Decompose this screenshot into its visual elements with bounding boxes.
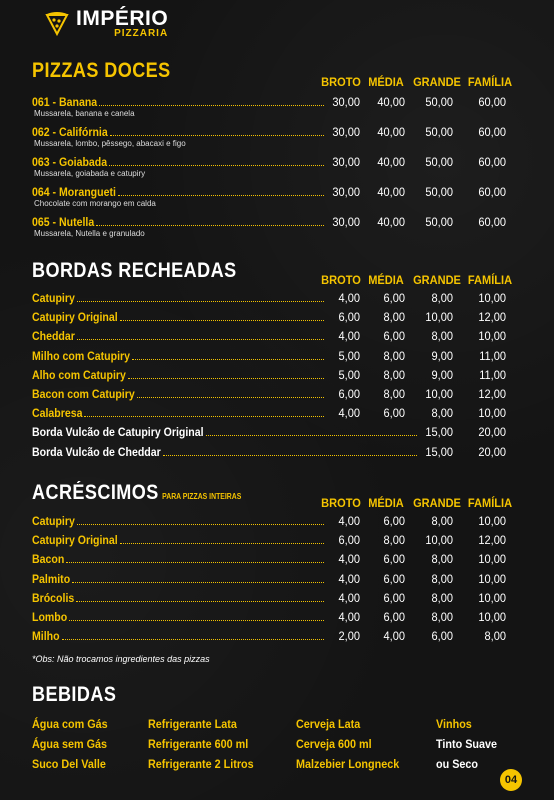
drink-item: Vinhos xyxy=(436,717,472,731)
drink-item: ou Seco xyxy=(436,757,479,771)
item-price: 6,00 xyxy=(431,629,453,644)
item-price: 60,00 xyxy=(478,215,506,229)
leader-dots xyxy=(72,582,324,583)
leader-dots xyxy=(96,225,324,226)
item-price: 8,00 xyxy=(383,310,405,325)
drink-item: Tinto Suave xyxy=(436,737,498,751)
item-price: 8,00 xyxy=(383,533,405,548)
item-name: Catupiry Original xyxy=(32,533,118,548)
item-price: 5,00 xyxy=(338,348,360,363)
acrescimos-note: PARA PIZZAS INTEIRAS xyxy=(162,492,242,501)
drink-item: Cerveja Lata xyxy=(296,717,361,731)
leader-dots xyxy=(62,639,324,640)
item-price: 4,00 xyxy=(383,629,405,644)
item-name: Brócolis xyxy=(32,590,75,605)
item-price: 12,00 xyxy=(478,533,506,548)
column-header-doces-2: GRANDE xyxy=(413,75,461,89)
item-price: 50,00 xyxy=(425,185,453,199)
leader-dots xyxy=(128,378,324,379)
section-title-pizzas-doces: PIZZAS DOCES xyxy=(32,59,171,82)
item-price: 10,00 xyxy=(478,552,506,567)
drinks-col-beer xyxy=(296,714,411,774)
leader-dots xyxy=(69,620,324,621)
item-price: 4,00 xyxy=(338,291,360,305)
item-price: 6,00 xyxy=(383,514,405,528)
item-price: 40,00 xyxy=(377,95,405,109)
menu-row xyxy=(32,572,512,590)
item-price: 8,00 xyxy=(431,610,453,624)
column-header-acrescimos-1: MÉDIA xyxy=(368,496,404,510)
menu-row xyxy=(32,406,512,424)
item-price: 8,00 xyxy=(431,571,453,586)
item-price: 10,00 xyxy=(478,291,506,305)
item-price: 50,00 xyxy=(425,215,453,229)
item-price: 20,00 xyxy=(478,444,506,459)
item-price: 10,00 xyxy=(425,310,453,325)
item-price: 50,00 xyxy=(425,155,453,169)
item-name: Bacon xyxy=(32,552,65,567)
item-price: 40,00 xyxy=(377,155,405,169)
item-price: 11,00 xyxy=(479,348,506,363)
menu-row xyxy=(32,215,512,238)
item-price: 15,00 xyxy=(425,425,453,440)
leader-dots xyxy=(77,339,324,340)
drink-item: Refrigerante Lata xyxy=(148,717,237,731)
item-name: Bacon com Catupiry xyxy=(32,387,135,401)
item-price: 8,00 xyxy=(383,367,405,382)
menu-row xyxy=(32,368,512,386)
menu-row xyxy=(32,514,512,532)
item-name: Palmito xyxy=(32,571,71,586)
item-description: Mussarela, goiabada e catupiry xyxy=(34,169,146,178)
item-name: 065 - Nutella xyxy=(32,215,95,229)
item-description: Mussarela, banana e canela xyxy=(34,109,135,118)
menu-row xyxy=(32,349,512,367)
item-price: 4,00 xyxy=(338,329,360,344)
item-price: 8,00 xyxy=(431,514,453,528)
item-price: 10,00 xyxy=(478,571,506,586)
brand-name: IMPÉRIO xyxy=(76,7,169,30)
item-price: 12,00 xyxy=(478,387,506,401)
item-price: 4,00 xyxy=(338,514,360,528)
leader-dots xyxy=(132,359,324,360)
leader-dots xyxy=(120,320,324,321)
item-price: 8,00 xyxy=(383,387,405,401)
column-header-acrescimos-2: GRANDE xyxy=(413,496,461,510)
item-price: 8,00 xyxy=(431,329,453,344)
item-name: Catupiry xyxy=(32,291,75,305)
drink-item: Malzebier Longneck xyxy=(296,757,400,771)
item-price: 6,00 xyxy=(338,310,360,325)
leader-dots xyxy=(206,435,417,436)
drink-item: Cerveja 600 ml xyxy=(296,737,372,751)
item-price: 30,00 xyxy=(332,125,360,139)
column-header-acrescimos-3: FAMÍLIA xyxy=(467,496,513,510)
column-header-bordas-1: MÉDIA xyxy=(368,273,404,287)
column-header-doces-0: BROTO xyxy=(321,75,361,89)
item-price: 9,00 xyxy=(431,367,453,382)
item-price: 30,00 xyxy=(332,95,360,109)
item-price: 8,00 xyxy=(431,552,453,567)
item-price: 6,00 xyxy=(383,610,405,624)
item-price: 6,00 xyxy=(338,387,360,401)
drink-item: Refrigerante 2 Litros xyxy=(148,757,254,771)
column-header-bordas-3: FAMÍLIA xyxy=(467,273,513,287)
section-title-acrescimos: ACRÉSCIMOS PARA PIZZAS INTEIRAS xyxy=(32,481,242,504)
item-price: 30,00 xyxy=(332,185,360,199)
item-price: 6,00 xyxy=(338,533,360,548)
menu-row xyxy=(32,533,512,551)
item-name: Catupiry xyxy=(32,514,75,528)
item-price: 4,00 xyxy=(338,552,360,567)
item-price: 6,00 xyxy=(383,590,405,605)
item-price: 6,00 xyxy=(383,406,405,421)
item-price: 6,00 xyxy=(383,329,405,344)
pizza-slice-icon xyxy=(44,11,70,37)
drinks-col-soda xyxy=(148,714,265,774)
item-price: 50,00 xyxy=(425,95,453,109)
leader-dots xyxy=(109,165,324,166)
brand-subtitle: PIZZARIA xyxy=(114,28,169,39)
item-price: 12,00 xyxy=(478,310,506,325)
section-title-bebidas: BEBIDAS xyxy=(32,683,117,706)
item-price: 30,00 xyxy=(332,155,360,169)
item-price: 40,00 xyxy=(377,185,405,199)
item-price: 60,00 xyxy=(478,95,506,109)
item-price: 8,00 xyxy=(431,590,453,605)
leader-dots xyxy=(66,562,324,563)
menu-row xyxy=(32,185,512,208)
item-name: Cheddar xyxy=(32,329,75,344)
item-price: 11,00 xyxy=(479,367,506,382)
menu-row xyxy=(32,95,512,118)
drink-item: Refrigerante 600 ml xyxy=(148,737,249,751)
menu-row xyxy=(32,291,512,309)
item-name: Catupiry Original xyxy=(32,310,118,325)
item-price: 15,00 xyxy=(425,444,453,459)
column-header-bordas-2: GRANDE xyxy=(413,273,461,287)
leader-dots xyxy=(77,301,324,302)
item-price: 60,00 xyxy=(478,155,506,169)
item-price: 10,00 xyxy=(425,387,453,401)
drinks-col-wine xyxy=(436,714,504,774)
item-name: 061 - Banana xyxy=(32,95,98,109)
item-description: Chocolate com morango em calda xyxy=(34,199,156,208)
leader-dots xyxy=(110,135,324,136)
page-number: 04 xyxy=(500,769,522,791)
item-name: Lombo xyxy=(32,610,68,624)
item-price: 6,00 xyxy=(383,571,405,586)
leader-dots xyxy=(163,455,417,456)
section-title-bordas: BORDAS RECHEADAS xyxy=(32,259,237,282)
item-price: 4,00 xyxy=(338,610,360,624)
item-name: Milho com Catupiry xyxy=(32,348,130,363)
menu-row xyxy=(32,329,512,347)
item-price: 6,00 xyxy=(383,552,405,567)
item-name: Borda Vulcão de Catupiry Original xyxy=(32,425,204,440)
drink-item: Suco Del Valle xyxy=(32,757,106,771)
menu-row xyxy=(32,125,512,148)
leader-dots xyxy=(120,543,324,544)
item-price: 50,00 xyxy=(425,125,453,139)
item-price: 60,00 xyxy=(478,185,506,199)
item-description: Mussarela, Nutella e granulado xyxy=(34,229,145,238)
item-price: 40,00 xyxy=(377,215,405,229)
item-price: 4,00 xyxy=(338,590,360,605)
item-price: 9,00 xyxy=(431,348,453,363)
item-price: 10,00 xyxy=(425,533,453,548)
menu-row xyxy=(32,155,512,178)
item-price: 10,00 xyxy=(478,610,506,624)
column-header-acrescimos-0: BROTO xyxy=(321,496,361,510)
leader-dots xyxy=(84,416,324,417)
item-price: 10,00 xyxy=(478,406,506,421)
item-price: 8,00 xyxy=(484,629,506,644)
item-description: Mussarela, lombo, pêssego, abacaxi e figo xyxy=(34,139,186,148)
leader-dots xyxy=(118,195,324,196)
brand-logo xyxy=(44,8,168,39)
column-header-doces-3: FAMÍLIA xyxy=(467,75,513,89)
item-name: Milho xyxy=(32,629,60,644)
item-price: 8,00 xyxy=(383,348,405,363)
menu-row xyxy=(32,610,512,628)
item-price: 8,00 xyxy=(431,406,453,421)
item-price: 8,00 xyxy=(431,291,453,305)
item-name: 063 - Goiabada xyxy=(32,155,108,169)
item-name: 062 - Califórnia xyxy=(32,125,108,139)
item-price: 20,00 xyxy=(478,425,506,440)
menu-row xyxy=(32,552,512,570)
item-name: Borda Vulcão de Cheddar xyxy=(32,444,161,459)
item-price: 4,00 xyxy=(338,406,360,421)
footnote: *Obs: Não trocamos ingredientes das pizzas xyxy=(32,654,210,664)
item-price: 10,00 xyxy=(478,590,506,605)
item-price: 30,00 xyxy=(332,215,360,229)
menu-row xyxy=(32,629,512,647)
leader-dots xyxy=(137,397,324,398)
column-header-bordas-0: BROTO xyxy=(321,273,361,287)
item-price: 10,00 xyxy=(478,514,506,528)
item-price: 40,00 xyxy=(377,125,405,139)
item-name: Alho com Catupiry xyxy=(32,367,126,382)
menu-row xyxy=(32,310,512,328)
item-price: 2,00 xyxy=(338,629,360,644)
drink-item: Água com Gás xyxy=(32,717,108,731)
leader-dots xyxy=(76,601,324,602)
column-header-doces-1: MÉDIA xyxy=(368,75,404,89)
item-price: 5,00 xyxy=(338,367,360,382)
item-name: 064 - Morangueti xyxy=(32,185,116,199)
leader-dots xyxy=(99,105,324,106)
item-price: 10,00 xyxy=(478,329,506,344)
menu-row xyxy=(32,591,512,609)
menu-row xyxy=(32,445,512,463)
item-price: 4,00 xyxy=(338,571,360,586)
item-price: 6,00 xyxy=(383,291,405,305)
item-price: 60,00 xyxy=(478,125,506,139)
item-name: Calabresa xyxy=(32,406,83,421)
menu-row xyxy=(32,425,512,443)
leader-dots xyxy=(77,524,324,525)
drinks-col-water xyxy=(32,714,116,774)
menu-row xyxy=(32,387,512,405)
drink-item: Água sem Gás xyxy=(32,737,108,751)
